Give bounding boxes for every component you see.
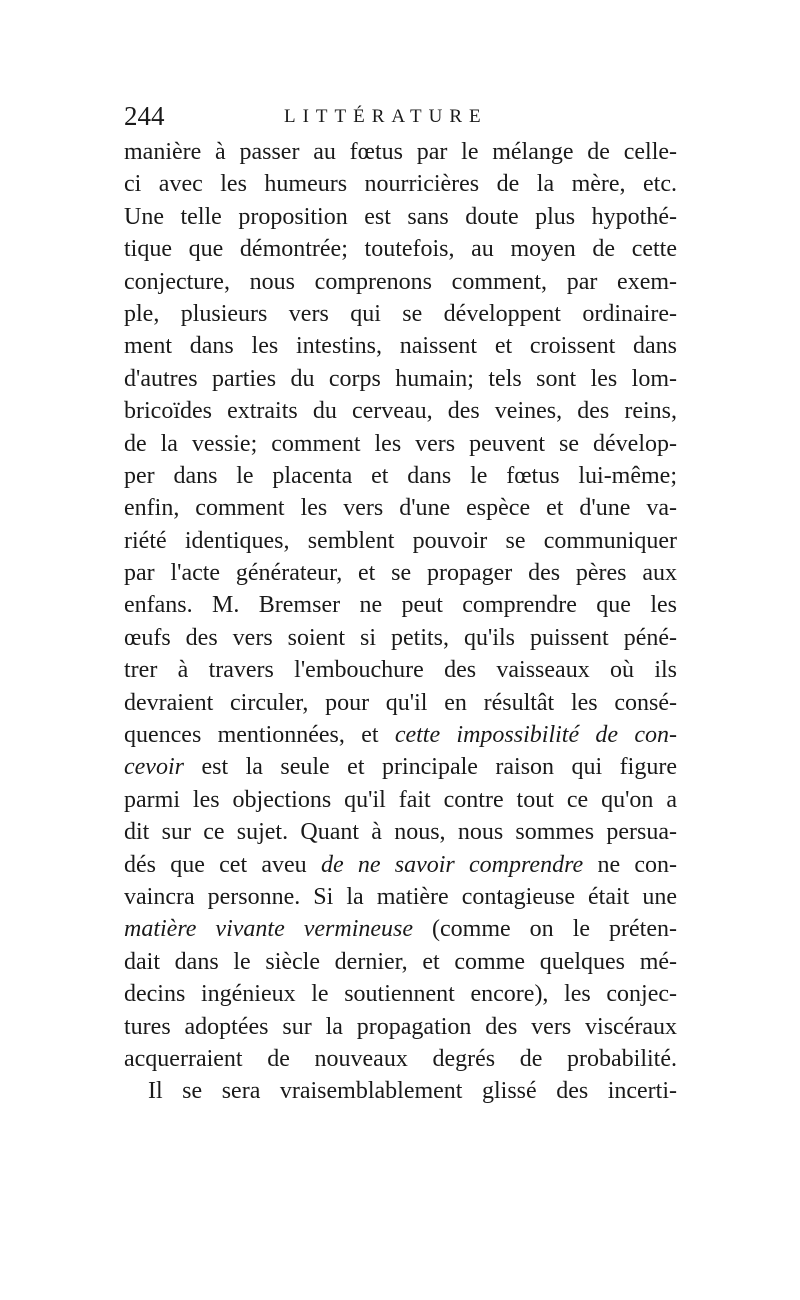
text-line xyxy=(124,719,677,751)
italic-phrase: cevoir xyxy=(124,754,184,781)
text-segment: manière à passer au fœtus par le mélange de celle- xyxy=(124,139,677,165)
text-segment: œufs des vers soient si petits, qu'ils puissent péné- xyxy=(124,624,677,651)
text-line xyxy=(124,492,677,524)
text-line xyxy=(124,428,677,460)
text-line xyxy=(124,816,677,848)
text-segment: dait dans le siècle dernier, et comme quelques mé- xyxy=(124,948,677,975)
text-line xyxy=(124,913,677,945)
running-title: LITTÉRATURE xyxy=(284,106,488,127)
text-segment: dés que cet aveu xyxy=(124,851,321,878)
text-segment: acquerraient de nouveaux degrés de probabilité. xyxy=(124,1045,677,1072)
text-line xyxy=(124,622,677,654)
text-segment: (comme on le préten- xyxy=(413,916,677,943)
text-segment: devraient circuler, pour qu'il en résultât les consé- xyxy=(124,689,677,716)
text-line xyxy=(124,525,677,557)
text-line xyxy=(124,1011,677,1043)
text-line xyxy=(124,460,677,492)
text-line xyxy=(124,881,677,913)
text-line xyxy=(124,395,677,427)
text-segment: vaincra personne. Si la matière contagieuse était une xyxy=(124,883,677,910)
text-line xyxy=(124,687,677,719)
text-line xyxy=(124,557,677,589)
text-line xyxy=(124,201,677,233)
text-line xyxy=(124,298,677,330)
text-segment: par l'acte générateur, et se propager des pères aux xyxy=(124,560,677,587)
text-segment: ne con- xyxy=(583,851,678,878)
italic-phrase: cette impossibilité de con- xyxy=(394,722,677,749)
text-segment: Il se sera vraisemblablement glissé des incerti- xyxy=(148,1078,677,1105)
italic-phrase: de ne savoir comprendre xyxy=(320,851,584,878)
text-segment: tique que démontrée; toutefois, au moyen de cette xyxy=(124,236,677,263)
text-segment: enfin, comment les vers d'une espèce et d'une va- xyxy=(124,495,677,522)
text-segment: est la seule et principale raison qui figure xyxy=(183,754,677,781)
text-segment: bricoïdes extraits du cerveau, des veines, des reins, xyxy=(124,398,677,425)
text-line xyxy=(124,784,677,816)
page-number: 244 xyxy=(124,101,165,131)
text-segment: ment dans les intestins, naissent et croissent dans xyxy=(124,333,677,360)
text-segment: riété identiques, semblent pouvoir se communiquer xyxy=(124,527,677,554)
text-segment: conjecture, nous comprenons comment, par exem- xyxy=(124,268,677,295)
text-segment: trer à travers l'embouchure des vaisseaux où ils xyxy=(124,657,677,684)
text-segment: enfans. M. Bremser ne peut comprendre que les xyxy=(124,592,677,619)
text-line xyxy=(124,330,677,362)
text-line xyxy=(124,1043,677,1075)
text-line xyxy=(124,654,677,686)
text-segment: per dans le placenta et dans le fœtus lui-même; xyxy=(124,462,677,489)
running-head xyxy=(124,98,684,134)
text-line xyxy=(124,363,677,395)
text-line xyxy=(124,589,677,621)
text-segment: ple, plusieurs vers qui se développent ordinaire- xyxy=(124,300,677,327)
text-segment: Une telle proposition est sans doute plus hypothé- xyxy=(124,203,677,230)
text-line xyxy=(124,978,677,1010)
text-line xyxy=(124,136,677,168)
italic-phrase: matière vivante vermineuse xyxy=(124,916,414,943)
text-line xyxy=(124,1075,677,1107)
text-segment: quences mentionnées, et xyxy=(124,722,395,749)
body-text xyxy=(124,136,677,1108)
text-line xyxy=(124,849,677,881)
text-line xyxy=(124,946,677,978)
text-line xyxy=(124,168,677,200)
text-segment: parmi les objections qu'il fait contre tout ce qu'on a xyxy=(124,786,677,813)
text-line xyxy=(124,751,677,783)
text-segment: decins ingénieux le soutiennent encore), les conjec- xyxy=(124,981,677,1008)
text-line xyxy=(124,233,677,265)
text-segment: ci avec les humeurs nourricières de la mère, etc. xyxy=(124,171,677,198)
text-segment: dit sur ce sujet. Quant à nous, nous sommes persua- xyxy=(124,819,677,846)
text-line xyxy=(124,266,677,298)
text-segment: de la vessie; comment les vers peuvent se dévelop- xyxy=(124,430,677,457)
text-segment: d'autres parties du corps humain; tels sont les lom- xyxy=(124,365,677,392)
text-segment: tures adoptées sur la propagation des vers viscéraux xyxy=(124,1013,677,1040)
